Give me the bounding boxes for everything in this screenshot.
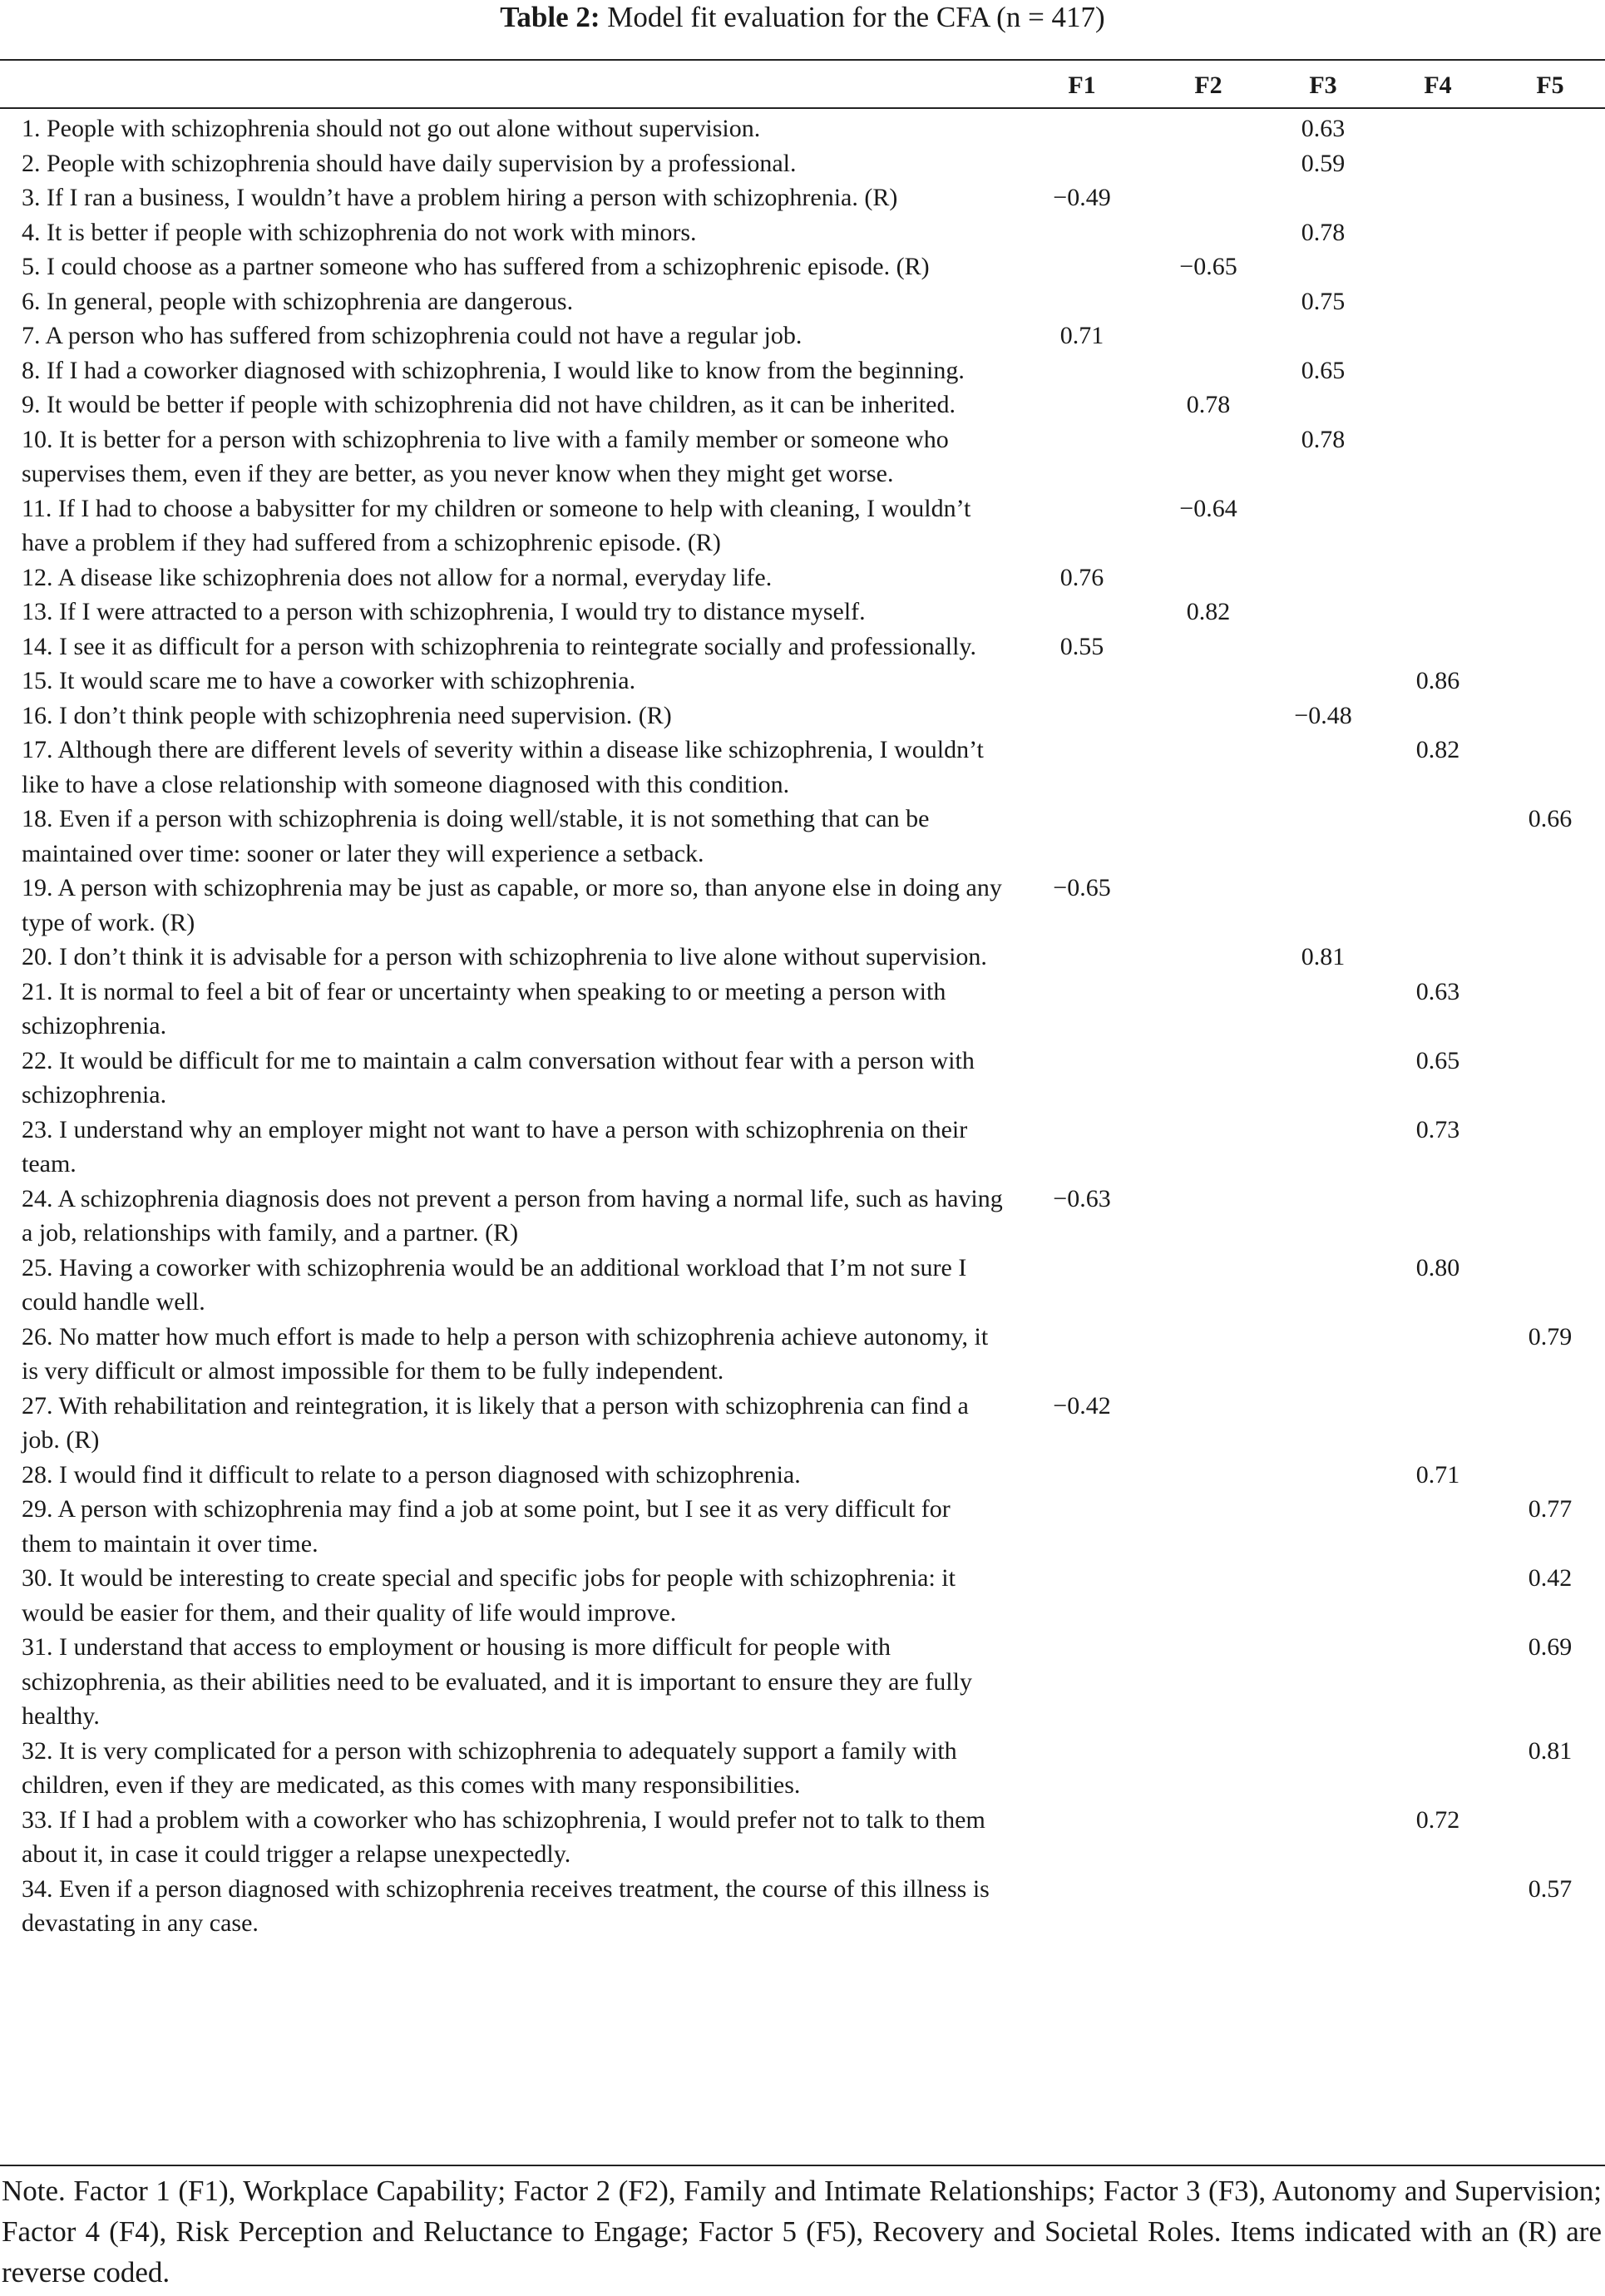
table-row — [0, 560, 1605, 595]
loading-f1 — [1013, 422, 1151, 491]
table-row — [0, 1561, 1605, 1630]
table-row — [0, 215, 1605, 250]
table-row — [0, 1492, 1605, 1561]
loading-f5 — [1495, 1182, 1605, 1251]
loading-f1 — [1013, 1492, 1151, 1561]
loading-f5 — [1495, 1803, 1605, 1872]
loading-f1 — [1013, 1734, 1151, 1803]
loading-f4 — [1380, 1320, 1495, 1389]
loading-f5 — [1495, 249, 1605, 284]
loading-f1 — [1013, 940, 1151, 975]
loading-f5 — [1495, 630, 1605, 664]
item-text: 15. It would scare me to have a coworker with schizophrenia. — [22, 667, 636, 694]
loading-f1: −0.65 — [1053, 874, 1111, 901]
loading-f4 — [1380, 318, 1495, 353]
loading-f3: 0.75 — [1301, 287, 1346, 315]
item-text: 2. People with schizophrenia should have daily supervision by a professional. — [22, 149, 797, 177]
loading-f4 — [1380, 422, 1495, 491]
loading-f5 — [1495, 1113, 1605, 1182]
loading-f1 — [1013, 249, 1151, 284]
loading-f3 — [1266, 1113, 1380, 1182]
table-row — [0, 699, 1605, 733]
item-text: 16. I don’t think people with schizophrenia need supervision. (R) — [22, 701, 672, 729]
loading-f5 — [1495, 422, 1605, 491]
loading-f5 — [1495, 146, 1605, 181]
table-top-rule — [0, 59, 1605, 61]
loading-f2 — [1151, 1182, 1266, 1251]
item-text: 24. A schizophrenia diagnosis does not prevent a person from having a normal life, such as having a job, relationships with family, and a partner. (R) — [22, 1184, 1003, 1247]
item-text: 1. People with schizophrenia should not go out alone without supervision. — [22, 115, 761, 142]
item-text: 3. If I ran a business, I wouldn’t have a problem hiring a person with schizophrenia. (R) — [22, 184, 898, 211]
table-row — [0, 1458, 1605, 1493]
item-text: 9. It would be better if people with schizophrenia did not have children, as it can be inherited. — [22, 391, 956, 418]
loading-f3 — [1266, 733, 1380, 802]
loading-f3: 0.78 — [1301, 218, 1346, 246]
item-text: 5. I could choose as a partner someone who has suffered from a schizophrenic episode. (R) — [22, 253, 930, 280]
loading-f1 — [1013, 353, 1151, 388]
loading-f2 — [1151, 1251, 1266, 1320]
item-text: 4. It is better if people with schizophrenia do not work with minors. — [22, 218, 697, 246]
loading-f4 — [1380, 491, 1495, 560]
table-row — [0, 318, 1605, 353]
loading-f1: −0.49 — [1053, 184, 1111, 211]
loading-f5: 0.57 — [1528, 1874, 1573, 1903]
loading-f5 — [1495, 664, 1605, 699]
loading-f2 — [1151, 1492, 1266, 1561]
table-row — [0, 180, 1605, 215]
loading-f1 — [1013, 1803, 1151, 1872]
item-text: 10. It is better for a person with schizophrenia to live with a family member or someone who supervises them, even if they are better, as you never know when they might get worse. — [22, 425, 949, 487]
factor-loadings-table — [0, 64, 1605, 1941]
loading-f2 — [1151, 1044, 1266, 1113]
loading-f4 — [1380, 1630, 1495, 1734]
loading-f5 — [1495, 733, 1605, 802]
item-text: 28. I would find it difficult to relate to a person diagnosed with schizophrenia. — [22, 1460, 801, 1489]
table-row — [0, 107, 1605, 146]
loading-f1: 0.55 — [1059, 632, 1104, 660]
loading-f3 — [1266, 1044, 1380, 1113]
loading-f5 — [1495, 353, 1605, 388]
loading-f3 — [1266, 595, 1380, 630]
loading-f4 — [1380, 249, 1495, 284]
column-header-f1: F1 — [1068, 72, 1096, 100]
loading-f5 — [1495, 560, 1605, 595]
item-text: 11. If I had to choose a babysitter for my children or someone to help with cleaning, I wouldn’t have a problem if they had suffered from a schizophrenic episode. (R) — [22, 494, 971, 556]
table-row — [0, 491, 1605, 560]
loading-f2 — [1151, 802, 1266, 871]
loading-f1 — [1013, 107, 1151, 146]
loading-f4 — [1380, 215, 1495, 250]
table-row — [0, 975, 1605, 1044]
loading-f2 — [1151, 664, 1266, 699]
loading-f1 — [1013, 595, 1151, 630]
loading-f3 — [1266, 388, 1380, 422]
loading-f4: 0.71 — [1415, 1460, 1460, 1489]
loading-f4 — [1380, 180, 1495, 215]
item-text: 13. If I were attracted to a person with schizophrenia, I would try to distance myself. — [22, 598, 866, 625]
loading-f2: −0.64 — [1179, 494, 1237, 522]
loading-f3 — [1266, 1182, 1380, 1251]
loading-f3 — [1266, 1803, 1380, 1872]
loading-f2 — [1151, 1872, 1266, 1941]
item-text: 12. A disease like schizophrenia does not allow for a normal, everyday life. — [22, 563, 773, 591]
item-text: 31. I understand that access to employment or housing is more difficult for people with schizophrenia, as their abilities need to be evaluated, and it is important to ensure they are fully healthy. — [22, 1633, 972, 1730]
table-row — [0, 284, 1605, 319]
table-row — [0, 146, 1605, 181]
loading-f2 — [1151, 699, 1266, 733]
loading-f3 — [1266, 318, 1380, 353]
loading-f4: 0.63 — [1415, 977, 1460, 1005]
loading-f2 — [1151, 146, 1266, 181]
loading-f4 — [1380, 699, 1495, 733]
table-row — [0, 595, 1605, 630]
table-bottom-rule — [0, 2165, 1605, 2166]
loading-f5 — [1495, 107, 1605, 146]
table-row — [0, 1182, 1605, 1251]
loading-f5: 0.42 — [1528, 1564, 1573, 1592]
item-text: 27. With rehabilitation and reintegration, it is likely that a person with schizophrenia can find a job. (R) — [22, 1391, 969, 1454]
loading-f4 — [1380, 802, 1495, 871]
loading-f3: −0.48 — [1294, 701, 1352, 729]
loading-f5 — [1495, 180, 1605, 215]
loading-f5 — [1495, 975, 1605, 1044]
loading-f1 — [1013, 215, 1151, 250]
loading-f5: 0.81 — [1528, 1736, 1573, 1765]
table-row — [0, 249, 1605, 284]
loading-f5 — [1495, 699, 1605, 733]
item-text: 18. Even if a person with schizophrenia is doing well/stable, it is not something that can be maintained over time: sooner or later they will experience a setback. — [22, 805, 930, 867]
table-header-row — [0, 64, 1605, 107]
column-header-f2: F2 — [1194, 72, 1222, 100]
loading-f5 — [1495, 1251, 1605, 1320]
loading-f4 — [1380, 1182, 1495, 1251]
table-row — [0, 1113, 1605, 1182]
loading-f3 — [1266, 975, 1380, 1044]
item-text: 34. Even if a person diagnosed with schizophrenia receives treatment, the course of this illness is devastating in any case. — [22, 1874, 990, 1937]
loading-f2 — [1151, 1113, 1266, 1182]
loading-f1 — [1013, 1630, 1151, 1734]
loading-f4: 0.80 — [1415, 1253, 1460, 1281]
loading-f1: −0.42 — [1053, 1391, 1111, 1420]
loading-f4 — [1380, 871, 1495, 940]
column-header-item — [0, 64, 1013, 107]
loading-f1 — [1013, 664, 1151, 699]
loading-f2 — [1151, 1458, 1266, 1493]
loading-f5 — [1495, 215, 1605, 250]
loading-f2: 0.82 — [1186, 598, 1231, 625]
loading-f5: 0.69 — [1528, 1633, 1573, 1661]
table-row — [0, 630, 1605, 664]
item-text: 21. It is normal to feel a bit of fear or uncertainty when speaking to or meeting a person with schizophrenia. — [22, 977, 946, 1039]
item-text: 30. It would be interesting to create special and specific jobs for people with schizophrenia: it would be easier for them, and their quality of life would improve. — [22, 1564, 956, 1627]
loading-f4 — [1380, 595, 1495, 630]
loading-f3: 0.78 — [1301, 425, 1346, 453]
table-note: Note. Factor 1 (F1), Workplace Capability; Factor 2 (F2), Family and Intimate Relationships; Factor 3 (F3), Autonomy and Supervision; Factor 4 (F4), Risk Perception and Reluctance to Engage; Factor 5 (F5), Recovery and Societal Roles. Items indicated with an (R) are reverse coded. — [2, 2175, 1602, 2289]
column-header-f3: F3 — [1309, 72, 1337, 100]
table-row — [0, 940, 1605, 975]
table-row — [0, 1320, 1605, 1389]
loading-f5 — [1495, 1458, 1605, 1493]
loading-f5 — [1495, 318, 1605, 353]
table-row — [0, 1872, 1605, 1941]
table-caption — [0, 0, 1605, 35]
table-header — [0, 64, 1605, 107]
loading-f4: 0.65 — [1415, 1046, 1460, 1074]
loading-f4: 0.86 — [1415, 667, 1460, 694]
item-text: 6. In general, people with schizophrenia are dangerous. — [22, 287, 574, 315]
loading-f4 — [1380, 1872, 1495, 1941]
loading-f3 — [1266, 1251, 1380, 1320]
table-row — [0, 353, 1605, 388]
loading-f5 — [1495, 388, 1605, 422]
item-text: 22. It would be difficult for me to maintain a calm conversation without fear with a person with schizophrenia. — [22, 1046, 975, 1108]
item-text: 7. A person who has suffered from schizophrenia could not have a regular job. — [22, 322, 802, 349]
loading-f2 — [1151, 353, 1266, 388]
loading-f5: 0.77 — [1528, 1495, 1573, 1523]
loading-f3 — [1266, 1872, 1380, 1941]
loading-f2 — [1151, 1561, 1266, 1630]
column-header-f4: F4 — [1424, 72, 1452, 100]
item-text: 29. A person with schizophrenia may find a job at some point, but I see it as very difficult for them to maintain it over time. — [22, 1495, 951, 1558]
table-caption-label: Table 2: — [500, 1, 600, 33]
loading-f2 — [1151, 284, 1266, 319]
table-row — [0, 1630, 1605, 1734]
loading-f4 — [1380, 1561, 1495, 1630]
loading-f2 — [1151, 975, 1266, 1044]
loading-f3 — [1266, 1734, 1380, 1803]
loading-f3 — [1266, 1458, 1380, 1493]
table-row — [0, 1803, 1605, 1872]
loading-f2 — [1151, 107, 1266, 146]
loading-f3 — [1266, 1320, 1380, 1389]
loading-f3: 0.81 — [1301, 943, 1346, 970]
loading-f3 — [1266, 249, 1380, 284]
loading-f1 — [1013, 284, 1151, 319]
loading-f5 — [1495, 1389, 1605, 1458]
loading-f4 — [1380, 1734, 1495, 1803]
loading-f4 — [1380, 1389, 1495, 1458]
loading-f2 — [1151, 1803, 1266, 1872]
loading-f4: 0.72 — [1415, 1805, 1460, 1834]
loading-f1 — [1013, 699, 1151, 733]
loading-f1 — [1013, 802, 1151, 871]
loading-f5 — [1495, 491, 1605, 560]
column-header-f5: F5 — [1536, 72, 1564, 100]
table-row — [0, 733, 1605, 802]
loading-f1: −0.63 — [1053, 1184, 1111, 1212]
loading-f5 — [1495, 284, 1605, 319]
loading-f2 — [1151, 940, 1266, 975]
loading-f1 — [1013, 1561, 1151, 1630]
loading-f2 — [1151, 1389, 1266, 1458]
loading-f1 — [1013, 1251, 1151, 1320]
loading-f1 — [1013, 1458, 1151, 1493]
loading-f3 — [1266, 180, 1380, 215]
loading-f5 — [1495, 940, 1605, 975]
loading-f1 — [1013, 146, 1151, 181]
loading-f1 — [1013, 733, 1151, 802]
item-text: 26. No matter how much effort is made to help a person with schizophrenia achieve autonomy, it is very difficult or almost impossible for them to be fully independent. — [22, 1322, 989, 1385]
loading-f2 — [1151, 180, 1266, 215]
loading-f3 — [1266, 871, 1380, 940]
loading-f4 — [1380, 1492, 1495, 1561]
loading-f5 — [1495, 871, 1605, 940]
loading-f4: 0.82 — [1415, 736, 1460, 763]
loading-f2 — [1151, 1630, 1266, 1734]
loading-f4 — [1380, 940, 1495, 975]
loading-f2 — [1151, 1320, 1266, 1389]
item-text: 32. It is very complicated for a person with schizophrenia to adequately support a family with children, even if they are medicated, as this comes with many responsibilities. — [22, 1736, 957, 1799]
loading-f2 — [1151, 215, 1266, 250]
loading-f3 — [1266, 491, 1380, 560]
loading-f1: 0.71 — [1059, 322, 1104, 349]
loading-f2 — [1151, 733, 1266, 802]
loading-f2 — [1151, 422, 1266, 491]
loading-f4 — [1380, 630, 1495, 664]
loading-f3 — [1266, 630, 1380, 664]
loading-f5 — [1495, 595, 1605, 630]
loading-f1 — [1013, 388, 1151, 422]
loading-f4 — [1380, 388, 1495, 422]
loading-f2 — [1151, 871, 1266, 940]
item-text: 17. Although there are different levels of severity within a disease like schizophrenia, I wouldn’t like to have a close relationship with someone diagnosed with this condition. — [22, 736, 984, 798]
item-text: 14. I see it as difficult for a person with schizophrenia to reintegrate socially and professionally. — [22, 632, 976, 660]
loading-f5 — [1495, 1044, 1605, 1113]
loading-f1 — [1013, 1044, 1151, 1113]
loading-f5: 0.66 — [1528, 805, 1573, 832]
item-text: 23. I understand why an employer might not want to have a person with schizophrenia on their team. — [22, 1115, 968, 1178]
loading-f1 — [1013, 1113, 1151, 1182]
loading-f4 — [1380, 146, 1495, 181]
table-row — [0, 664, 1605, 699]
loading-f4 — [1380, 353, 1495, 388]
loading-f4 — [1380, 107, 1495, 146]
item-text: 33. If I had a problem with a coworker who has schizophrenia, I would prefer not to talk to them about it, in case it could trigger a relapse unexpectedly. — [22, 1805, 985, 1868]
table-row — [0, 1734, 1605, 1803]
table-row — [0, 871, 1605, 940]
item-text: 19. A person with schizophrenia may be just as capable, or more so, than anyone else in doing any type of work. (R) — [22, 874, 1002, 936]
loading-f2 — [1151, 318, 1266, 353]
loading-f4 — [1380, 560, 1495, 595]
loading-f3 — [1266, 664, 1380, 699]
loading-f1: 0.76 — [1059, 563, 1104, 591]
loading-f3 — [1266, 1630, 1380, 1734]
table-row — [0, 1251, 1605, 1320]
table-row — [0, 388, 1605, 422]
table-body — [0, 107, 1605, 1941]
table-caption-text: Model fit evaluation for the CFA (n = 417) — [607, 1, 1105, 33]
loading-f1 — [1013, 1320, 1151, 1389]
loading-f4: 0.73 — [1415, 1115, 1460, 1143]
table-row — [0, 1044, 1605, 1113]
loading-f3 — [1266, 1492, 1380, 1561]
loading-f4 — [1380, 284, 1495, 319]
loading-f1 — [1013, 1872, 1151, 1941]
loading-f3: 0.65 — [1301, 356, 1346, 384]
loading-f2: −0.65 — [1179, 253, 1237, 280]
loading-f1 — [1013, 975, 1151, 1044]
loading-f3: 0.59 — [1301, 149, 1346, 177]
loading-f3 — [1266, 1389, 1380, 1458]
item-text: 25. Having a coworker with schizophrenia would be an additional workload that I’m not sure I could handle well. — [22, 1253, 967, 1316]
item-text: 20. I don’t think it is advisable for a person with schizophrenia to live alone without supervision. — [22, 943, 987, 970]
loading-f3 — [1266, 1561, 1380, 1630]
loading-f2: 0.78 — [1186, 391, 1231, 418]
loading-f1 — [1013, 491, 1151, 560]
loading-f5: 0.79 — [1528, 1322, 1573, 1350]
table-row — [0, 1389, 1605, 1458]
loading-f2 — [1151, 630, 1266, 664]
item-text: 8. If I had a coworker diagnosed with schizophrenia, I would like to know from the beginning. — [22, 356, 965, 384]
loading-f3 — [1266, 802, 1380, 871]
loading-f3: 0.63 — [1301, 115, 1346, 142]
table-row — [0, 802, 1605, 871]
loading-f2 — [1151, 560, 1266, 595]
loading-f3 — [1266, 560, 1380, 595]
loading-f2 — [1151, 1734, 1266, 1803]
table-row — [0, 422, 1605, 491]
